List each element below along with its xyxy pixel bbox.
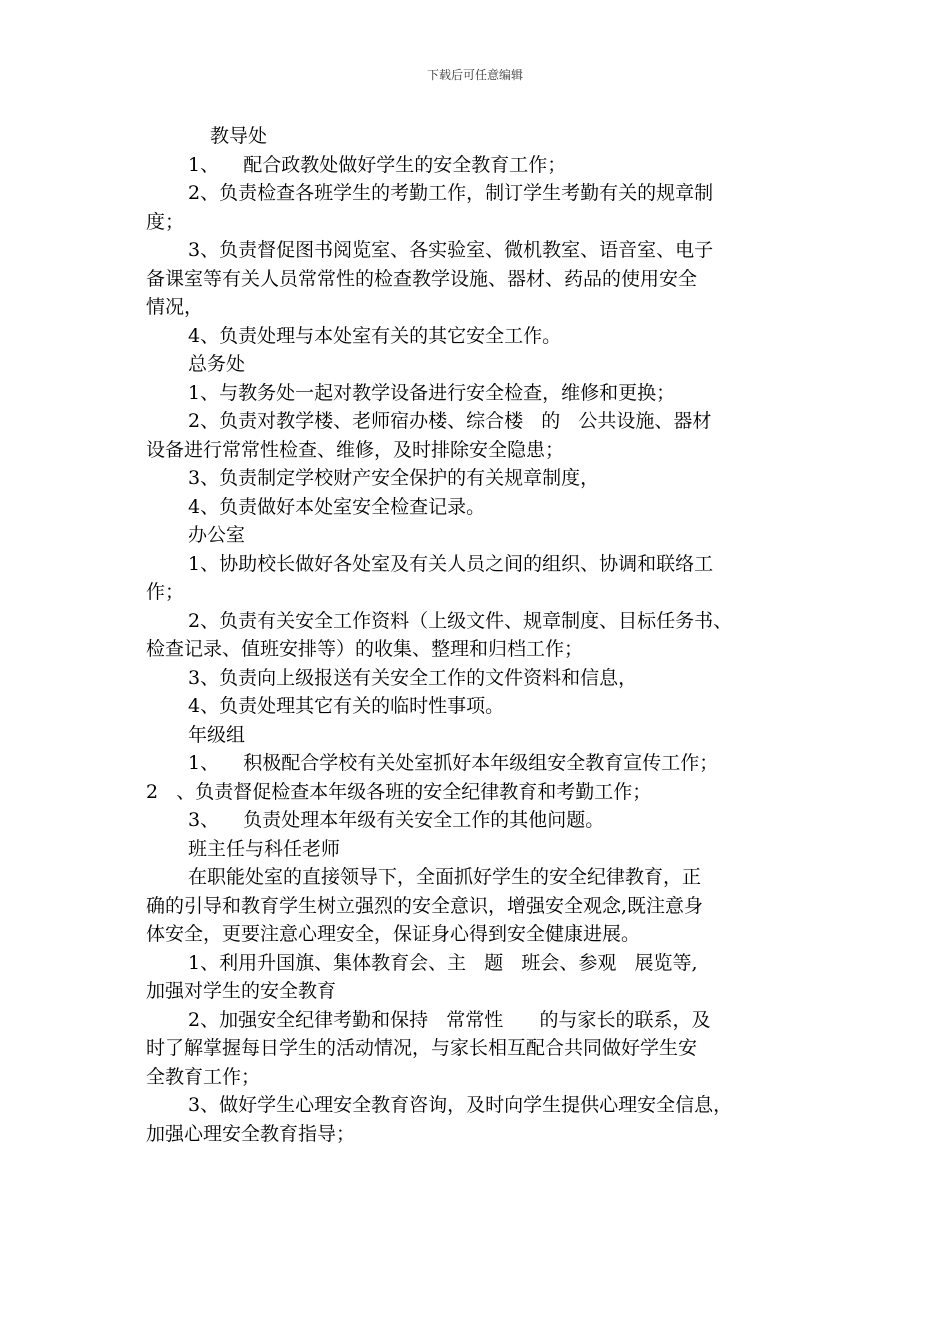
document-line: 4、负责处理与本处室有关的其它安全工作。: [188, 324, 562, 347]
document-line: 2、负责对教学楼、老师宿办楼、综合楼 的 公共设施、器材: [188, 410, 712, 432]
document-line: 加强心理安全教育指导；: [146, 1122, 356, 1145]
document-line: 总务处: [188, 353, 246, 375]
document-line: 1、利用升国旗、集体教育会、主 题 班会、参观 展览等,: [188, 951, 698, 974]
document-line: 教导处: [210, 125, 268, 147]
document-line: 4、负责处理其它有关的临时性事项。: [188, 695, 505, 717]
document-line: 年级组: [188, 723, 246, 746]
document-line: 检查记录、值班安排等）的收集、整理和归档工作；: [146, 638, 584, 660]
document-line: 2、负责检查各班学生的考勤工作，制订学生考勤有关的规章制: [188, 182, 714, 204]
document-line: 办公室: [188, 524, 246, 546]
document-line: 2、负责有关安全工作资料（上级文件、规章制度、目标任务书、: [188, 609, 733, 632]
document-line: 班主任与科任老师: [188, 837, 341, 860]
document-line: 设备进行常常性检查、维修，及时排除安全隐患；: [146, 438, 565, 461]
document-line: 1、与教务处一起对教学设备进行安全检查，维修和更换；: [188, 381, 676, 404]
document-line: 全教育工作；: [146, 1065, 261, 1088]
document-body: [146, 122, 826, 1148]
page-header-note: 下载后可任意编辑: [426, 68, 523, 82]
document-line: 体安全，更要注意心理安全，保证身心得到安全健康进展。: [146, 923, 641, 945]
document-line: 3、负责制定学校财产安全保护的有关规章制度，: [188, 467, 600, 489]
document-line: 3、负责督促图书阅览室、各实验室、微机教室、语音室、电子: [188, 239, 714, 261]
document-line: 2 、负责督促检查本年级各班的安全纪律教育和考勤工作；: [146, 780, 652, 803]
document-line: 3、 负责处理本年级有关安全工作的其他问题。: [188, 809, 605, 831]
document-line: 2、加强安全纪律考勤和保持 常常性 的与家长的联系，及: [188, 1008, 711, 1031]
document-line: 3、负责向上级报送有关安全工作的文件资料和信息，: [188, 666, 638, 689]
document-line: 备课室等有关人员常常性的检查教学设施、器材、药品的使用安全: [146, 267, 698, 290]
document-line: 3、做好学生心理安全教育咨询，及时向学生提供心理安全信息，: [188, 1094, 733, 1116]
document-line: 度；: [146, 210, 185, 233]
document-line: 在职能处室的直接领导下，全面抓好学生的安全纪律教育，正: [188, 866, 702, 888]
document-line: 情况，: [146, 296, 204, 318]
document-line: 加强对学生的安全教育: [146, 980, 337, 1002]
document-line: 作；: [146, 581, 185, 603]
document-line: 确的引导和教育学生树立强烈的安全意识，增强安全观念,既注意身: [146, 894, 704, 917]
document-line: 4、负责做好本处室安全检查记录。: [188, 495, 486, 518]
document-line: 1、 积极配合学校有关处室抓好本年级组安全教育宣传工作；: [188, 752, 719, 774]
document-line: 1、协助校长做好各处室及有关人员之间的组织、协调和联络工: [188, 552, 714, 575]
document-line: 1、 配合政教处做好学生的安全教育工作；: [188, 153, 567, 176]
document-line: 时了解掌握每日学生的活动情况，与家长相互配合共同做好学生安: [146, 1037, 698, 1059]
